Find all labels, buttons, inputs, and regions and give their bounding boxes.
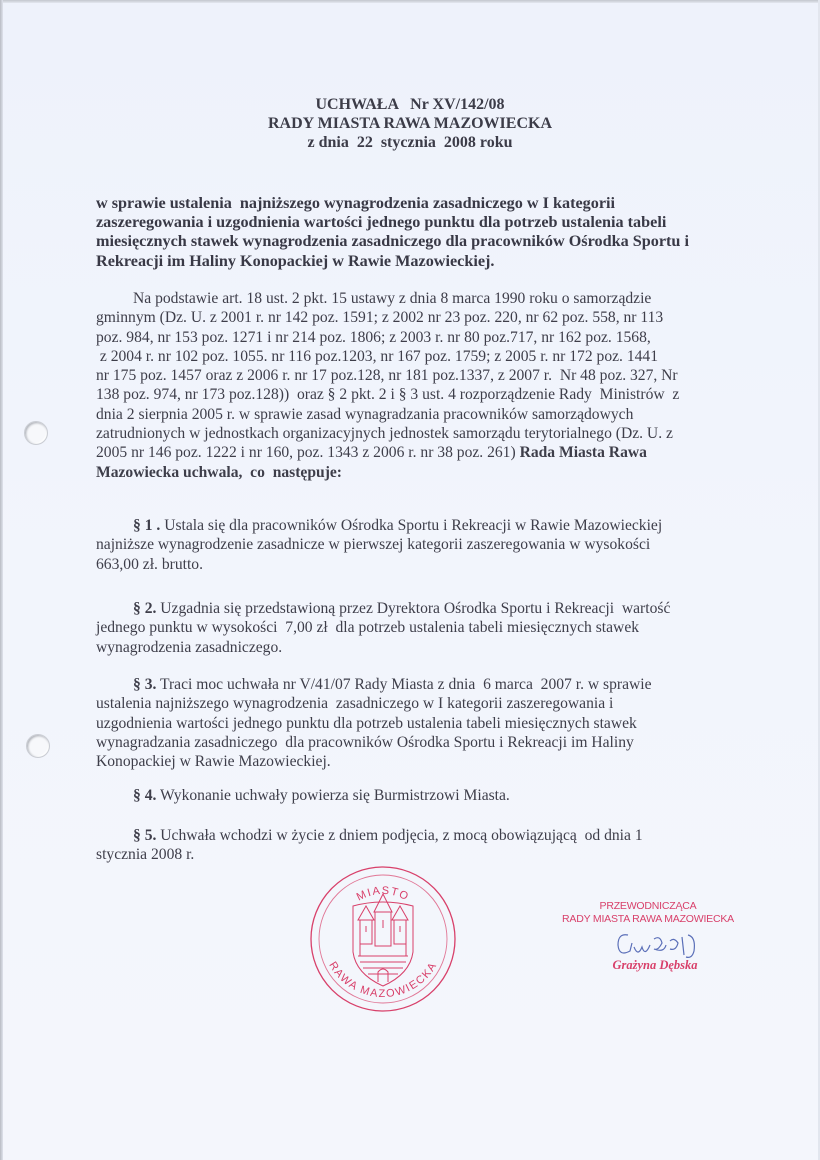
stamp-top-text: MIASTO <box>354 884 412 904</box>
section-line: 663,00 zł. brutto. <box>96 555 203 573</box>
signatory-name: Grażyna Dębska <box>612 958 698 972</box>
section-number: § 5. <box>133 827 157 844</box>
resolution-date: z dnia 22 stycznia 2008 roku <box>307 134 513 151</box>
section-line: stycznia 2008 r. <box>96 846 195 864</box>
punch-hole-icon <box>24 421 48 445</box>
section-2 <box>96 599 756 657</box>
section-text: Traci moc uchwała nr V/41/07 Rady Miasta z dnia 6 marca 2007 r. w sprawie <box>156 676 652 693</box>
section-line: wynagrodzenia zasadniczego. <box>96 638 283 656</box>
section-text: Uchwała wchodzi w życie z dniem podjęcia, z mocą obowiązującą od dnia 1 <box>156 827 643 844</box>
council-name: RADY MIASTA RAWA MAZOWIECKA <box>267 115 553 132</box>
section-text: Uzgadnia się przedstawioną przez Dyrektora Ośrodka Sportu i Rekreacji wartość <box>156 600 671 617</box>
section-first-line <box>96 516 756 535</box>
legal-basis-line: Na podstawie art. 18 ust. 2 pkt. 15 ustawy z dnia 8 marca 1990 roku o samorządzie <box>133 290 652 307</box>
section-text: Ustala się dla pracowników Ośrodka Sportu i Rekreacji w Rawie Mazowieckiej <box>160 517 663 534</box>
section-line: Konopackiej w Rawie Mazowieckiej. <box>96 753 331 771</box>
signature-role: PRZEWODNICZĄCA <box>599 900 697 912</box>
page-edge-top <box>0 0 820 3</box>
legal-basis <box>96 289 756 482</box>
resolution-header <box>0 95 820 152</box>
stamp-bottom-text: RAWA MAZOWIECKA <box>326 959 440 1001</box>
section-5 <box>96 826 756 865</box>
section-number: § 1 . <box>133 517 161 534</box>
subject-line: w sprawie ustalenia najniższego wynagrodzenia zasadniczego w I kategorii <box>96 194 616 212</box>
legal-basis-line: nr 175 poz. 1457 oraz z 2006 r. nr 17 poz.128, nr 181 poz.1337, z 2007 r. Nr 48 poz. 327, Nr <box>96 367 678 385</box>
subject-line: zaszeregowania i uzgodnienia wartości jednego punktu dla potrzeb ustalenia tabeli <box>96 213 667 232</box>
section-first-line <box>96 786 756 805</box>
legal-basis-line: dnia 2 sierpnia 2005 r. w sprawie zasad wynagradzania pracowników samorządowych <box>96 405 634 423</box>
section-1 <box>96 516 756 574</box>
section-first-line <box>96 599 756 618</box>
section-number: § 4. <box>133 787 157 804</box>
section-number: § 2. <box>133 600 157 617</box>
section-first-line <box>96 675 756 694</box>
page-edge-left <box>0 0 3 1160</box>
resolution-subject <box>96 194 756 271</box>
signature-title <box>548 900 748 926</box>
section-line: uzgodnienia wartości jednego punktu dla potrzeb ustalenia tabeli miesięcznych stawek <box>96 714 637 732</box>
council-resolves-text: Rada Miasta Rawa <box>519 444 647 462</box>
section-line: jednego punktu w wysokości 7,00 zł dla potrzeb ustalenia tabeli miesięcznych stawek <box>96 619 640 637</box>
punch-hole-icon <box>26 734 50 758</box>
legal-basis-line: z 2004 r. nr 102 poz. 1055. nr 116 poz.1203, nr 167 poz. 1759; z 2005 r. nr 172 poz. 1441 <box>96 347 659 365</box>
subject-line: miesięcznych stawek wynagrodzenia zasadniczego dla pracowników Ośrodka Sportu i <box>96 232 689 251</box>
legal-basis-line: poz. 984, nr 153 poz. 1271 i nr 214 poz. 1806; z 2003 r. nr 80 poz.717, nr 162 poz. 1568, <box>96 328 651 346</box>
castle-coat-of-arms-icon <box>353 894 413 986</box>
signature-stroke <box>618 935 694 958</box>
legal-basis-text: 2005 nr 146 poz. 1222 i nr 160, poz. 1343 z 2006 r. nr 38 poz. 261) <box>96 444 520 462</box>
section-number: § 3. <box>133 676 157 693</box>
section-4 <box>96 786 756 805</box>
section-3 <box>96 675 756 771</box>
section-line: ustalenia najniższego wynagrodzenia zasadniczego w I kategorii zaszeregowania i <box>96 695 614 713</box>
section-line: wynagradzania zasadniczego dla pracowników Ośrodka Sportu i Rekreacji im Haliny <box>96 733 634 751</box>
legal-basis-line-with-tail <box>96 443 756 462</box>
resolution-number: UCHWAŁA Nr XV/142/08 <box>315 96 505 113</box>
legal-basis-line: zatrudnionych w jednostkach organizacyjnych jednostek samorządu terytorialnego (Dz. U. z <box>96 425 673 443</box>
city-seal-stamp <box>308 864 458 1014</box>
legal-basis-line: 138 poz. 974, nr 173 poz.128)) oraz § 2 pkt. 2 i § 3 ust. 4 rozporządzenie Rady Ministrów z <box>96 386 680 404</box>
council-resolves-line: Mazowiecka uchwala, co następuje: <box>96 463 343 481</box>
legal-basis-line: gminnym (Dz. U. z 2001 r. nr 142 poz. 1591; z 2002 nr 23 poz. 220, nr 62 poz. 558, nr 113 <box>96 309 664 327</box>
section-first-line <box>96 826 756 845</box>
section-line: najniższe wynagrodzenie zasadnicze w pierwszej kategorii zaszeregowania w wysokości <box>96 536 651 554</box>
subject-line: Rekreacji im Haliny Konopackiej w Rawie Mazowieckiej. <box>96 251 495 270</box>
signature-council: RADY MIASTA RAWA MAZOWIECKA <box>562 913 734 925</box>
section-text: Wykonanie uchwały powierza się Burmistrzowi Miasta. <box>156 787 510 804</box>
